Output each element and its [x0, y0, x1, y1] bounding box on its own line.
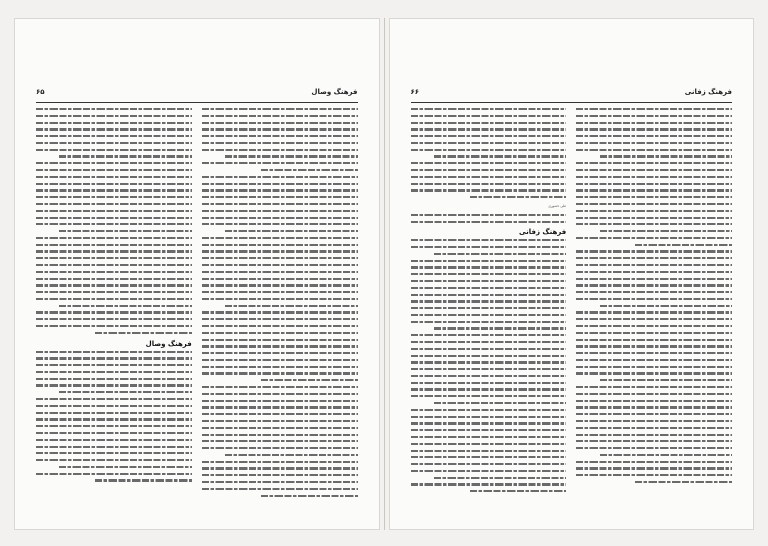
- text-line: [202, 135, 358, 137]
- text-line: [576, 108, 732, 110]
- text-line: [635, 481, 732, 483]
- text-line: [36, 149, 192, 151]
- text-line: [59, 305, 191, 307]
- text-line: [411, 450, 567, 452]
- text-line: [576, 149, 732, 151]
- text-line: [600, 305, 732, 307]
- text-line: [411, 183, 567, 185]
- text-line: [576, 359, 732, 361]
- text-line: [36, 459, 192, 461]
- text-line: [59, 155, 191, 157]
- text-line: [202, 488, 358, 490]
- text-line: [576, 447, 732, 449]
- text-line: [576, 325, 732, 327]
- text-line: [576, 210, 732, 212]
- text-line: [411, 122, 567, 124]
- text-line: [261, 495, 358, 497]
- left-page-header: [36, 88, 358, 100]
- right-page-running-title: فرهنگ زفانی: [684, 88, 732, 96]
- text-line: [576, 142, 732, 144]
- text-line: [36, 223, 192, 225]
- text-line: [411, 273, 567, 275]
- text-line: [576, 420, 732, 422]
- text-line: [434, 253, 566, 255]
- text-line: [411, 348, 567, 350]
- right-page-columns: [411, 108, 733, 506]
- text-line: [36, 203, 192, 205]
- text-line: [576, 427, 732, 429]
- text-line: [411, 463, 567, 465]
- text-line: [202, 406, 358, 408]
- text-line: [202, 176, 358, 178]
- text-line: [470, 490, 567, 492]
- text-line: [411, 341, 567, 343]
- text-line: [600, 155, 732, 157]
- text-line: [576, 345, 732, 347]
- text-line: [202, 393, 358, 395]
- text-line: [36, 271, 192, 273]
- text-line: [411, 214, 567, 216]
- text-line: [202, 183, 358, 185]
- text-line: [202, 162, 358, 164]
- entry-heading: فرهنگ وصال: [145, 339, 192, 348]
- text-line: [576, 434, 732, 436]
- text-line: [36, 405, 192, 407]
- text-line: [202, 217, 358, 219]
- text-line: [411, 368, 567, 370]
- text-line: [36, 108, 192, 110]
- text-line: [36, 298, 192, 300]
- text-line: [36, 364, 192, 366]
- text-line: [36, 418, 192, 420]
- text-line: [202, 271, 358, 273]
- text-line: [576, 298, 732, 300]
- text-line: [576, 162, 732, 164]
- text-line: [59, 391, 191, 393]
- text-line: [635, 244, 732, 246]
- text-line: [202, 223, 358, 225]
- text-line: [36, 237, 192, 239]
- text-line: [411, 375, 567, 377]
- text-line: [36, 135, 192, 137]
- text-line: [434, 155, 566, 157]
- text-line: [576, 237, 732, 239]
- text-line: [411, 307, 567, 309]
- text-line: [36, 142, 192, 144]
- text-line: [36, 128, 192, 130]
- text-line: [411, 483, 567, 485]
- right-page-column-right: [576, 108, 732, 506]
- text-line: [411, 142, 567, 144]
- text-line: [202, 386, 358, 388]
- text-line: [202, 203, 358, 205]
- text-line: [576, 284, 732, 286]
- text-line: [36, 311, 192, 313]
- text-line: [600, 454, 732, 456]
- text-line: [411, 416, 567, 418]
- text-line: [411, 266, 567, 268]
- text-line: [36, 250, 192, 252]
- text-line: [576, 115, 732, 117]
- text-line: [576, 372, 732, 374]
- text-line: [36, 439, 192, 441]
- text-line: [411, 128, 567, 130]
- text-line: [576, 461, 732, 463]
- text-line: [36, 210, 192, 212]
- text-line: [411, 135, 567, 137]
- right-header-rule: [411, 102, 733, 103]
- text-line: [576, 291, 732, 293]
- text-line: [411, 108, 567, 110]
- right-page-column-left: [411, 108, 567, 506]
- text-line: [36, 189, 192, 191]
- text-line: [576, 189, 732, 191]
- text-line: [576, 413, 732, 415]
- text-line: [434, 327, 566, 329]
- text-line: [411, 388, 567, 390]
- text-line: [202, 311, 358, 313]
- text-line: [36, 278, 192, 280]
- text-line: [36, 425, 192, 427]
- text-line: [576, 406, 732, 408]
- book-spread: [14, 18, 754, 530]
- text-line: [202, 413, 358, 415]
- text-line: [600, 379, 732, 381]
- text-line: [202, 189, 358, 191]
- text-line: [36, 244, 192, 246]
- text-line: [576, 467, 732, 469]
- text-line: [411, 287, 567, 289]
- text-line: [576, 386, 732, 388]
- text-line: [411, 436, 567, 438]
- text-line: [36, 446, 192, 448]
- text-line: [411, 314, 567, 316]
- text-line: [576, 257, 732, 259]
- text-line: [95, 479, 192, 481]
- text-line: [202, 122, 358, 124]
- text-line: [202, 434, 358, 436]
- text-line: [600, 230, 732, 232]
- text-line: [36, 432, 192, 434]
- text-line: [576, 217, 732, 219]
- text-line: [202, 142, 358, 144]
- text-line: [36, 291, 192, 293]
- left-page-column-right: [202, 108, 358, 506]
- text-line: [576, 366, 732, 368]
- text-line: [576, 400, 732, 402]
- text-line: [36, 284, 192, 286]
- text-line: [202, 244, 358, 246]
- entry-heading: فرهنگ زفانی: [519, 228, 567, 237]
- text-line: [36, 452, 192, 454]
- text-line: [36, 122, 192, 124]
- text-line: [202, 237, 358, 239]
- text-line: [576, 176, 732, 178]
- text-line: [36, 378, 192, 380]
- text-line: [202, 427, 358, 429]
- text-line: [202, 332, 358, 334]
- text-line: [576, 352, 732, 354]
- text-line: [576, 271, 732, 273]
- text-line: [576, 332, 732, 334]
- text-line: [576, 440, 732, 442]
- text-line: [261, 169, 358, 171]
- text-line: [202, 325, 358, 327]
- text-line: [261, 379, 358, 381]
- text-line: [576, 318, 732, 320]
- text-line: [202, 250, 358, 252]
- text-line: [202, 210, 358, 212]
- text-line: [202, 372, 358, 374]
- text-line: [36, 196, 192, 198]
- text-line: [59, 466, 191, 468]
- book-gutter: [384, 18, 385, 530]
- text-line: [225, 454, 357, 456]
- text-line: [95, 332, 192, 334]
- text-line: [411, 189, 567, 191]
- entry-author-note: علی حصوری: [548, 203, 567, 208]
- text-line: [576, 311, 732, 313]
- text-line: [36, 384, 192, 386]
- text-line: [411, 294, 567, 296]
- text-line: [202, 352, 358, 354]
- text-line: [202, 115, 358, 117]
- text-line: [411, 422, 567, 424]
- text-line: [411, 260, 567, 262]
- text-line: [202, 339, 358, 341]
- text-line: [36, 183, 192, 185]
- right-page-header: [411, 88, 733, 100]
- text-line: [411, 443, 567, 445]
- text-line: [202, 467, 358, 469]
- text-line: [411, 115, 567, 117]
- text-line: [202, 264, 358, 266]
- text-line: [434, 477, 566, 479]
- text-line: [576, 196, 732, 198]
- text-line: [202, 278, 358, 280]
- text-line: [202, 298, 358, 300]
- text-line: [470, 196, 567, 198]
- text-line: [576, 169, 732, 171]
- text-line: [411, 149, 567, 151]
- text-line: [36, 325, 192, 327]
- text-line: [411, 456, 567, 458]
- text-line: [225, 230, 357, 232]
- text-line: [36, 318, 192, 320]
- text-line: [202, 366, 358, 368]
- text-line: [576, 128, 732, 130]
- text-line: [576, 264, 732, 266]
- text-line: [202, 440, 358, 442]
- text-line: [202, 318, 358, 320]
- text-line: [411, 300, 567, 302]
- text-line: [36, 351, 192, 353]
- left-header-rule: [36, 102, 358, 103]
- text-line: [202, 257, 358, 259]
- text-line: [59, 230, 191, 232]
- text-line: [576, 250, 732, 252]
- left-page-column-left: [36, 108, 192, 506]
- text-line: [202, 420, 358, 422]
- text-line: [36, 257, 192, 259]
- text-line: [576, 474, 732, 476]
- left-page: [14, 18, 380, 530]
- text-line: [411, 334, 567, 336]
- text-line: [411, 239, 567, 241]
- text-line: [36, 176, 192, 178]
- text-line: [36, 371, 192, 373]
- text-line: [411, 395, 567, 397]
- text-line: [411, 176, 567, 178]
- text-line: [202, 400, 358, 402]
- text-line: [434, 402, 566, 404]
- text-line: [411, 321, 567, 323]
- text-line: [225, 155, 357, 157]
- text-line: [411, 246, 567, 248]
- text-line: [202, 149, 358, 151]
- text-line: [576, 393, 732, 395]
- text-line: [411, 429, 567, 431]
- text-line: [202, 128, 358, 130]
- left-page-columns: [36, 108, 358, 506]
- right-page: [389, 18, 755, 530]
- text-line: [36, 398, 192, 400]
- text-line: [411, 409, 567, 411]
- left-page-number: ۶۵: [36, 88, 45, 96]
- text-line: [576, 223, 732, 225]
- text-line: [411, 355, 567, 357]
- text-line: [411, 221, 567, 223]
- text-line: [36, 357, 192, 359]
- text-line: [36, 264, 192, 266]
- text-line: [576, 183, 732, 185]
- text-line: [202, 345, 358, 347]
- text-line: [202, 359, 358, 361]
- text-line: [411, 470, 567, 472]
- text-line: [36, 115, 192, 117]
- text-line: [411, 361, 567, 363]
- text-line: [576, 278, 732, 280]
- text-line: [202, 447, 358, 449]
- text-line: [411, 162, 567, 164]
- text-line: [36, 217, 192, 219]
- text-line: [576, 122, 732, 124]
- text-line: [202, 461, 358, 463]
- text-line: [576, 135, 732, 137]
- text-line: [36, 473, 192, 475]
- text-line: [202, 291, 358, 293]
- text-line: [411, 169, 567, 171]
- text-line: [36, 169, 192, 171]
- left-page-running-title: فرهنگ وصال: [311, 88, 358, 96]
- text-line: [202, 196, 358, 198]
- text-line: [576, 339, 732, 341]
- text-line: [202, 481, 358, 483]
- right-page-number: ۶۶: [410, 88, 420, 96]
- text-line: [576, 203, 732, 205]
- text-line: [202, 108, 358, 110]
- text-line: [202, 474, 358, 476]
- text-line: [36, 162, 192, 164]
- text-line: [225, 305, 357, 307]
- text-line: [202, 284, 358, 286]
- text-line: [36, 412, 192, 414]
- text-line: [411, 382, 567, 384]
- text-line: [411, 280, 567, 282]
